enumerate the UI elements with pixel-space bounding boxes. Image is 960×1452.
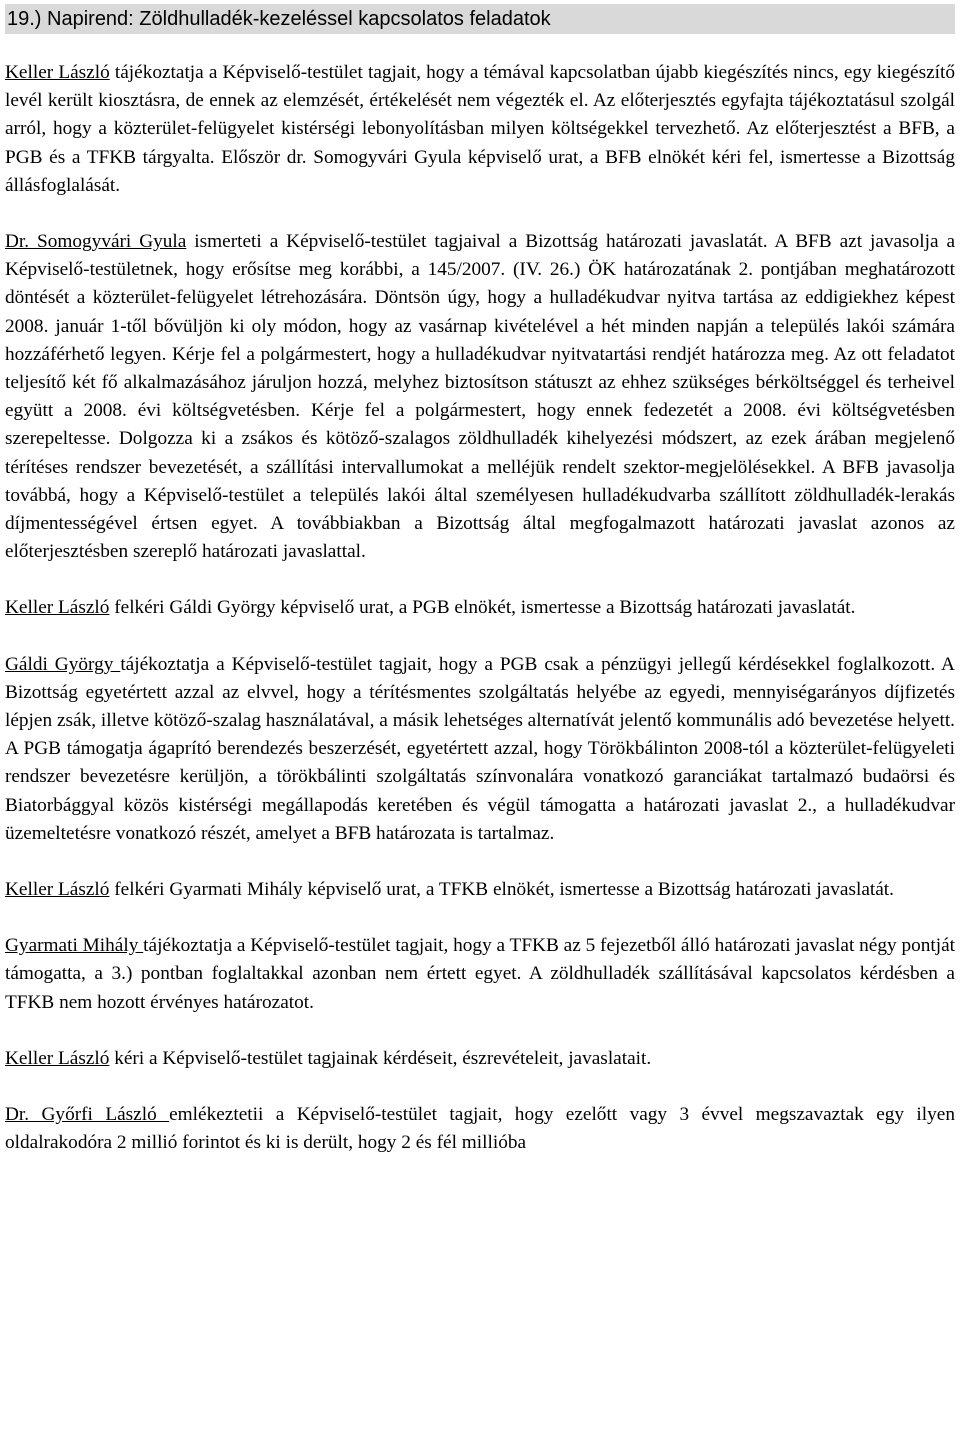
agenda-heading: 19.) Napirend: Zöldhulladék-kezeléssel kapcsolatos feladatok: [5, 4, 955, 34]
document-page: [5, 4, 955, 1158]
speaker-name: Gyarmati Mihály: [5, 935, 144, 957]
speaker-name: Dr. Győrfi László: [5, 1104, 170, 1126]
paragraph: [5, 932, 955, 1017]
speaker-name: Keller László: [5, 597, 110, 619]
paragraph: [5, 876, 955, 904]
paragraph-text: tájékoztatja a Képviselő-testület tagjait, hogy a témával kapcsolatban újabb kiegészítés nincs, egy kiegészítő levél került kiosztásra, de ennek az elemzését, értékelését nem végezték el. Az előterjesztés egyfajta tájékoztatásul szolgál arról, hogy a közterület-felügyelet kistérségi lebonyolításban milyen költségekkel tervezhető. Az előterjesztést a BFB, a PGB és a TFKB tárgyalta. Először dr. Somogyvári Gyula képviselő urat, a BFB elnökét kéri fel, ismertesse a Bizottság állásfoglalását.: [5, 62, 955, 196]
speaker-name: Keller László: [5, 879, 110, 901]
paragraph: [5, 1045, 955, 1073]
paragraph: [5, 1101, 955, 1157]
speaker-name: Dr. Somogyvári Gyula: [5, 231, 187, 253]
speaker-name: Gáldi György: [5, 653, 121, 675]
speaker-name: Keller László: [5, 1047, 110, 1069]
paragraph-text: felkéri Gáldi György képviselő urat, a PGB elnökét, ismertesse a Bizottság határozati javaslatát.: [109, 597, 856, 619]
paragraph: [5, 651, 955, 848]
speaker-name: Keller László: [5, 62, 110, 83]
paragraph-text: tájékoztatja a Képviselő-testület tagjait, hogy a PGB csak a pénzügyi jellegű kérdésekkel foglalkozott. A Bizottság egyetértett azzal az elvvel, hogy a térítésmentes szolgáltatás helyébe az egyedi, mennyiségarányos díjfizetés lépjen zsák, illetve kötöző-szalag használatával, a másik lehetséges alternatívát jelentő kommunális adó bevezetése helyett. A PGB támogatja ágaprító berendezés beszerzését, egyetértett azzal, hogy Törökbálinton 2008-tól a közterület-felügyeleti rendszer bevezetésre kerüljön, a törökbálinti szolgáltatás színvonalára vonatkozó garanciákat tartalmazó budaörsi és Biatorbággyal közös kistérségi megállapodás keretében és végül támogatta a határozati javaslat 2., a hulladékudvar üzemeltetésre vonatkozó részét, amelyet a BFB határozata is tartalmaz.: [5, 653, 955, 844]
paragraph: [5, 228, 955, 566]
paragraph-text: emlékeztetii a Képviselő-testület tagjait, hogy ezelőtt vagy 3 évvel megszavaztak egy ilyen oldalrakodóra 2 millió forintot és ki is derült, hogy 2 és fél millióba: [5, 1104, 955, 1154]
paragraph: [5, 594, 955, 622]
paragraph-text: kéri a Képviselő-testület tagjainak kérdéseit, észrevételeit, javaslatait.: [109, 1047, 652, 1069]
paragraph-text: tájékoztatja a Képviselő-testület tagjait, hogy a TFKB az 5 fejezetből álló határozati javaslat négy pontját támogatta, a 3.) pontban foglaltakkal azonban nem értett egyet. A zöldhulladék szállításával kapcsolatos kérdésben a TFKB nem hozott érvényes határozatot.: [5, 935, 956, 1013]
paragraph-text: ismerteti a Képviselő-testület tagjaival a Bizottság határozati javaslatát. A BFB azt javasolja a Képviselő-testületnek, hogy erősítse meg korábbi, a 145/2007. (IV. 26.) ÖK határozatának 2. pontjában meghatározott döntését a közterület-felügyelet létrehozására. Döntsön úgy, hogy a hulladékudvar nyitva tartása az eddigiekhez képest 2008. január 1-től bővüljön ki oly módon, hogy az vasárnap kivételével a hét minden napján a település lakói számára hozzáférhető legyen. Kérje fel a polgármestert, hogy a hulladékudvar nyitvatartási rendjét határozza meg. Az ott feladatot teljesítő két fő alkalmazásához járuljon hozzá, melyhez biztosítson státuszt az ehhez szükséges bérköltséggel és terheivel együtt a 2008. évi költségvetésben. Kérje fel a polgármestert, hogy ennek fedezetét a 2008. évi költségvetésben szerepeltesse. Dolgozza ki a zsákos és kötöző-szalagos zöldhulladék kihelyezési módszert, az ezek árában megjelenő térítéses rendszer bevezetését, a szállítási intervallumokat a melléjük rendelt szektor-megjelölésekkel. A BFB javasolja továbbá, hogy a Képviselő-testület a település lakói által személyesen hulladékudvarba szállított zöldhulladék-lerakás díjmentességével értsen egyet. A továbbiakban a Bizottság által megfogalmazott határozati javaslat azonos az előterjesztésben szereplő határozati javaslattal.: [5, 231, 955, 563]
paragraph-text: felkéri Gyarmati Mihály képviselő urat, a TFKB elnökét, ismertesse a Bizottság határozati javaslatát.: [109, 879, 894, 901]
paragraph: [5, 59, 955, 200]
